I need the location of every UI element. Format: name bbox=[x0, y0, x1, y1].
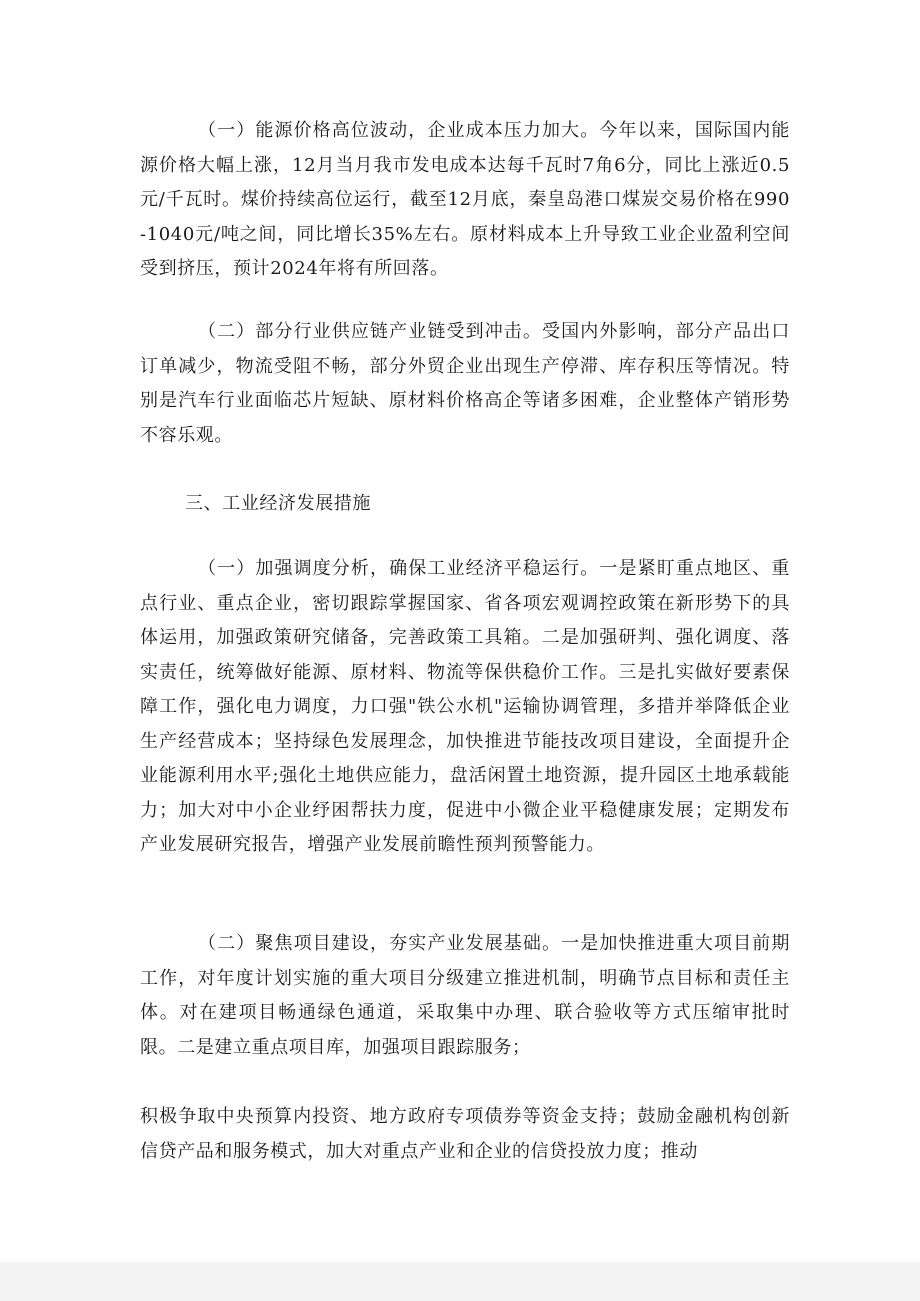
paragraph-scheduling-analysis: （一）加强调度分析，确保工业经济平稳运行。一是紧盯重点地区、重点行业、重点企业，密切跟踪掌握国家、省各项宏观调控政策在新形势下的具体运用，加强政策研究储备，完善政策工具箱。二是加强研判、强化调度、落实责任，统筹做好能源、原材料、物流等保供稳价工作。三是扎实做好要素保障工作，强化电力调度，力口强"铁公水机"运输协调管理，多措并举降低企业生产经营成本；坚持绿色发展理念，加快推进节能技改项目建设，全面提升企业能源利用水平;强化土地供应能力，盘活闲置土地资源，提升园区土地承载能力；加大对中小企业纾困帮扶力度，促进中小微企业平稳健康发展；定期发布产业发展研究报告，增强产业发展前瞻性预判预警能力。 bbox=[140, 558, 790, 855]
paragraph-energy-prices: （一）能源价格高位波动，企业成本压力加大。今年以来，国际国内能源价格大幅上涨，12月当月我市发电成本达每千瓦时7角6分，同比上涨近0.5元/千瓦时。煤价持续高位运行，截至12月底，秦皇岛港口煤炭交易价格在990-1040元/吨之间，同比增长35%左右。原材料成本上升导致工业企业盈利空间受到挤压，预计2024年将有所回落。 bbox=[140, 120, 790, 279]
paragraph-funding-support: 积极争取中央预算内投资、地方政府专项债券等资金支持；鼓励金融机构创新信贷产品和服务模式，加大对重点产业和企业的信贷投放力度；推动 bbox=[140, 1106, 790, 1162]
section-heading-measures: 三、工业经济发展措施 bbox=[185, 493, 371, 514]
paragraph-supply-chain: （二）部分行业供应链产业链受到冲击。受国内外影响，部分产品出口订单减少，物流受阻不畅，部分外贸企业出现生产停滞、库存积压等情况。特别是汽车行业面临芯片短缺、原材料价格高企等诸多困难，企业整体产销形势不容乐观。 bbox=[140, 321, 790, 446]
page-bottom-band bbox=[0, 1262, 920, 1301]
paragraph-project-construction: （二）聚焦项目建设，夯实产业发展基础。一是加快推进重大项目前期工作，对年度计划实施的重大项目分级建立推进机制，明确节点目标和责任主体。对在建项目畅通绿色通道，采取集中办理、联合验收等方式压缩审批时限。二是建立重点项目库，加强项目跟踪服务； bbox=[140, 933, 790, 1058]
